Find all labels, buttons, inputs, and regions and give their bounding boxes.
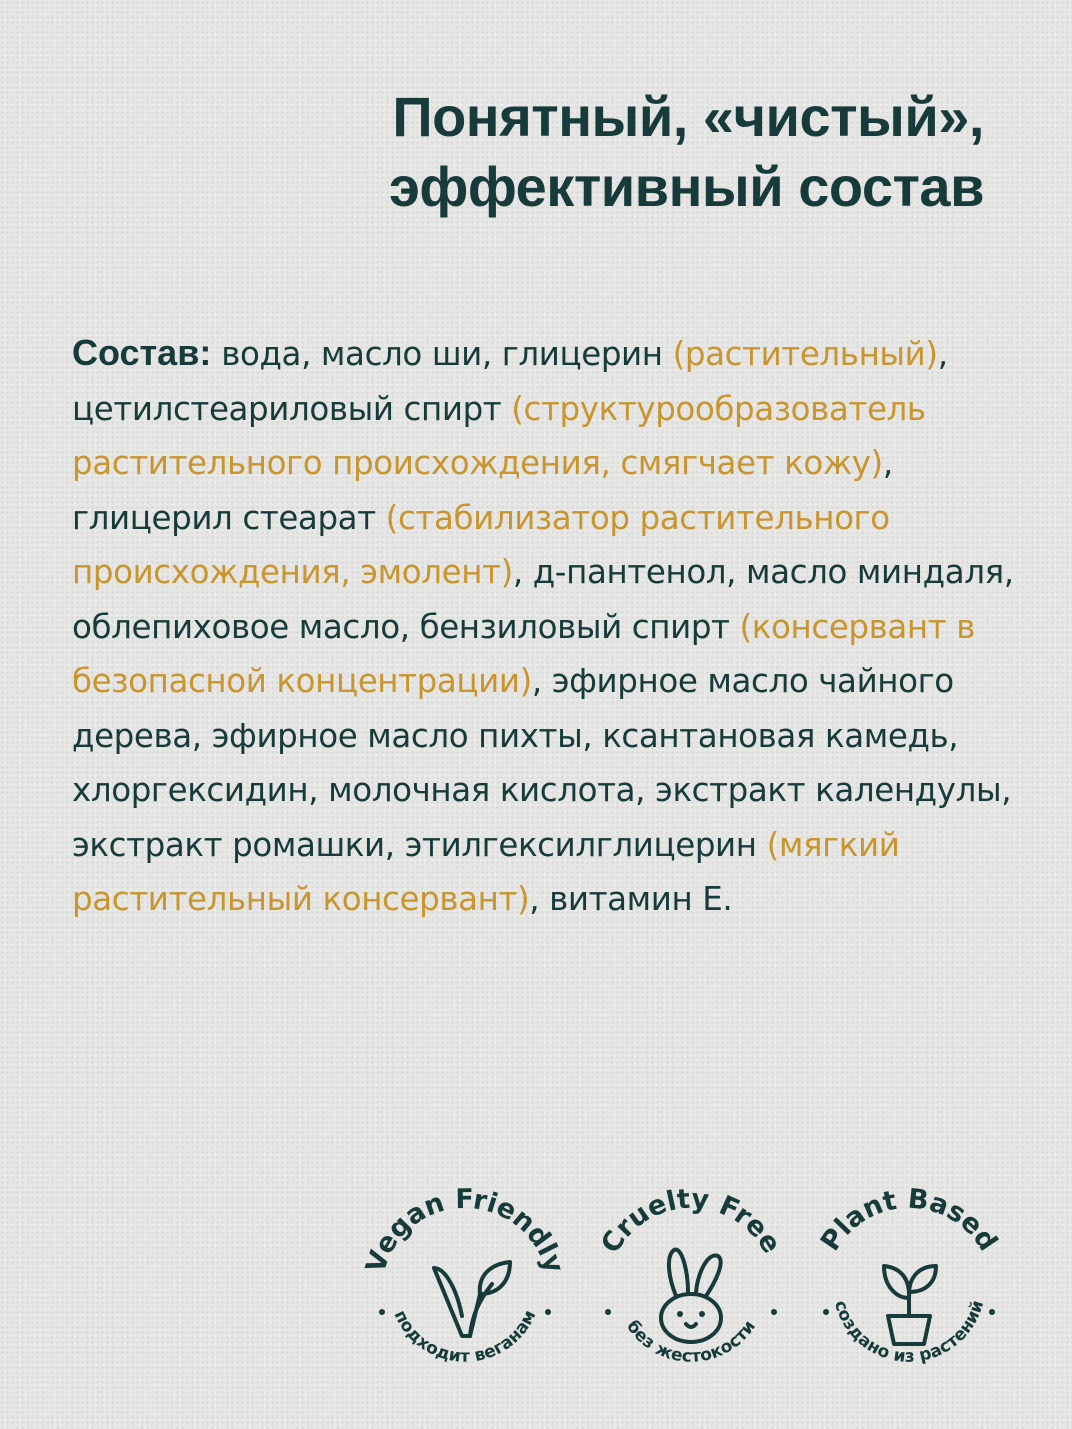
composition-segment: , эфирное масло чайного дерева, эфирное масло пихты, ксантановая камедь, хлоргексидин, молочная кислота, экстракт календулы, экстракт ромашки, этилгексилглицерин <box>72 662 1012 864</box>
composition-segment: вода, масло ши, глицерин <box>211 335 673 373</box>
composition-segment: , д-пантенол, масло миндаля, облепиховое масло, бензиловый спирт <box>72 553 1014 646</box>
badge-subtitle: создано из растений <box>829 1298 989 1367</box>
composition-note: (стабилизатор растительного происхождения, эмолент) <box>72 498 890 591</box>
potted-plant-icon <box>884 1266 936 1344</box>
composition-note: (растительный) <box>672 335 938 373</box>
composition-note: (консервант в безопасной концентрации) <box>72 607 975 700</box>
badge-subtitle: без жестокости <box>622 1316 760 1367</box>
composition-segment: , глицерил стеарат <box>72 444 893 537</box>
vegan-v-leaf-icon <box>434 1262 510 1336</box>
headline-line-1: Понятный, «чистый», <box>392 85 984 148</box>
composition-segment: , цетилстеариловый спирт <box>72 335 948 428</box>
badge-title: Cruelty Free <box>595 1186 787 1259</box>
badge-plant-based <box>804 1186 1014 1396</box>
headline-line-2: эффективный состав <box>388 155 984 218</box>
composition-note: (структурообразователь растительного происхождения, смягчает кожу) <box>72 389 926 482</box>
composition-segment: , витамин Е. <box>529 880 733 918</box>
composition-label: Состав: <box>72 332 212 373</box>
badge-title: Plant Based <box>814 1186 1004 1257</box>
badge-cruelty-free <box>586 1186 796 1396</box>
composition-text <box>72 326 1032 927</box>
badge-vegan-friendly <box>360 1186 570 1396</box>
badge-subtitle: подходит веганам <box>389 1307 541 1367</box>
rabbit-icon <box>661 1250 721 1342</box>
badge-title: Vegan Friendly <box>360 1186 570 1277</box>
composition-note: (мягкий растительный консервант) <box>72 825 900 918</box>
badges-row <box>360 1186 1008 1396</box>
headline <box>184 82 984 222</box>
